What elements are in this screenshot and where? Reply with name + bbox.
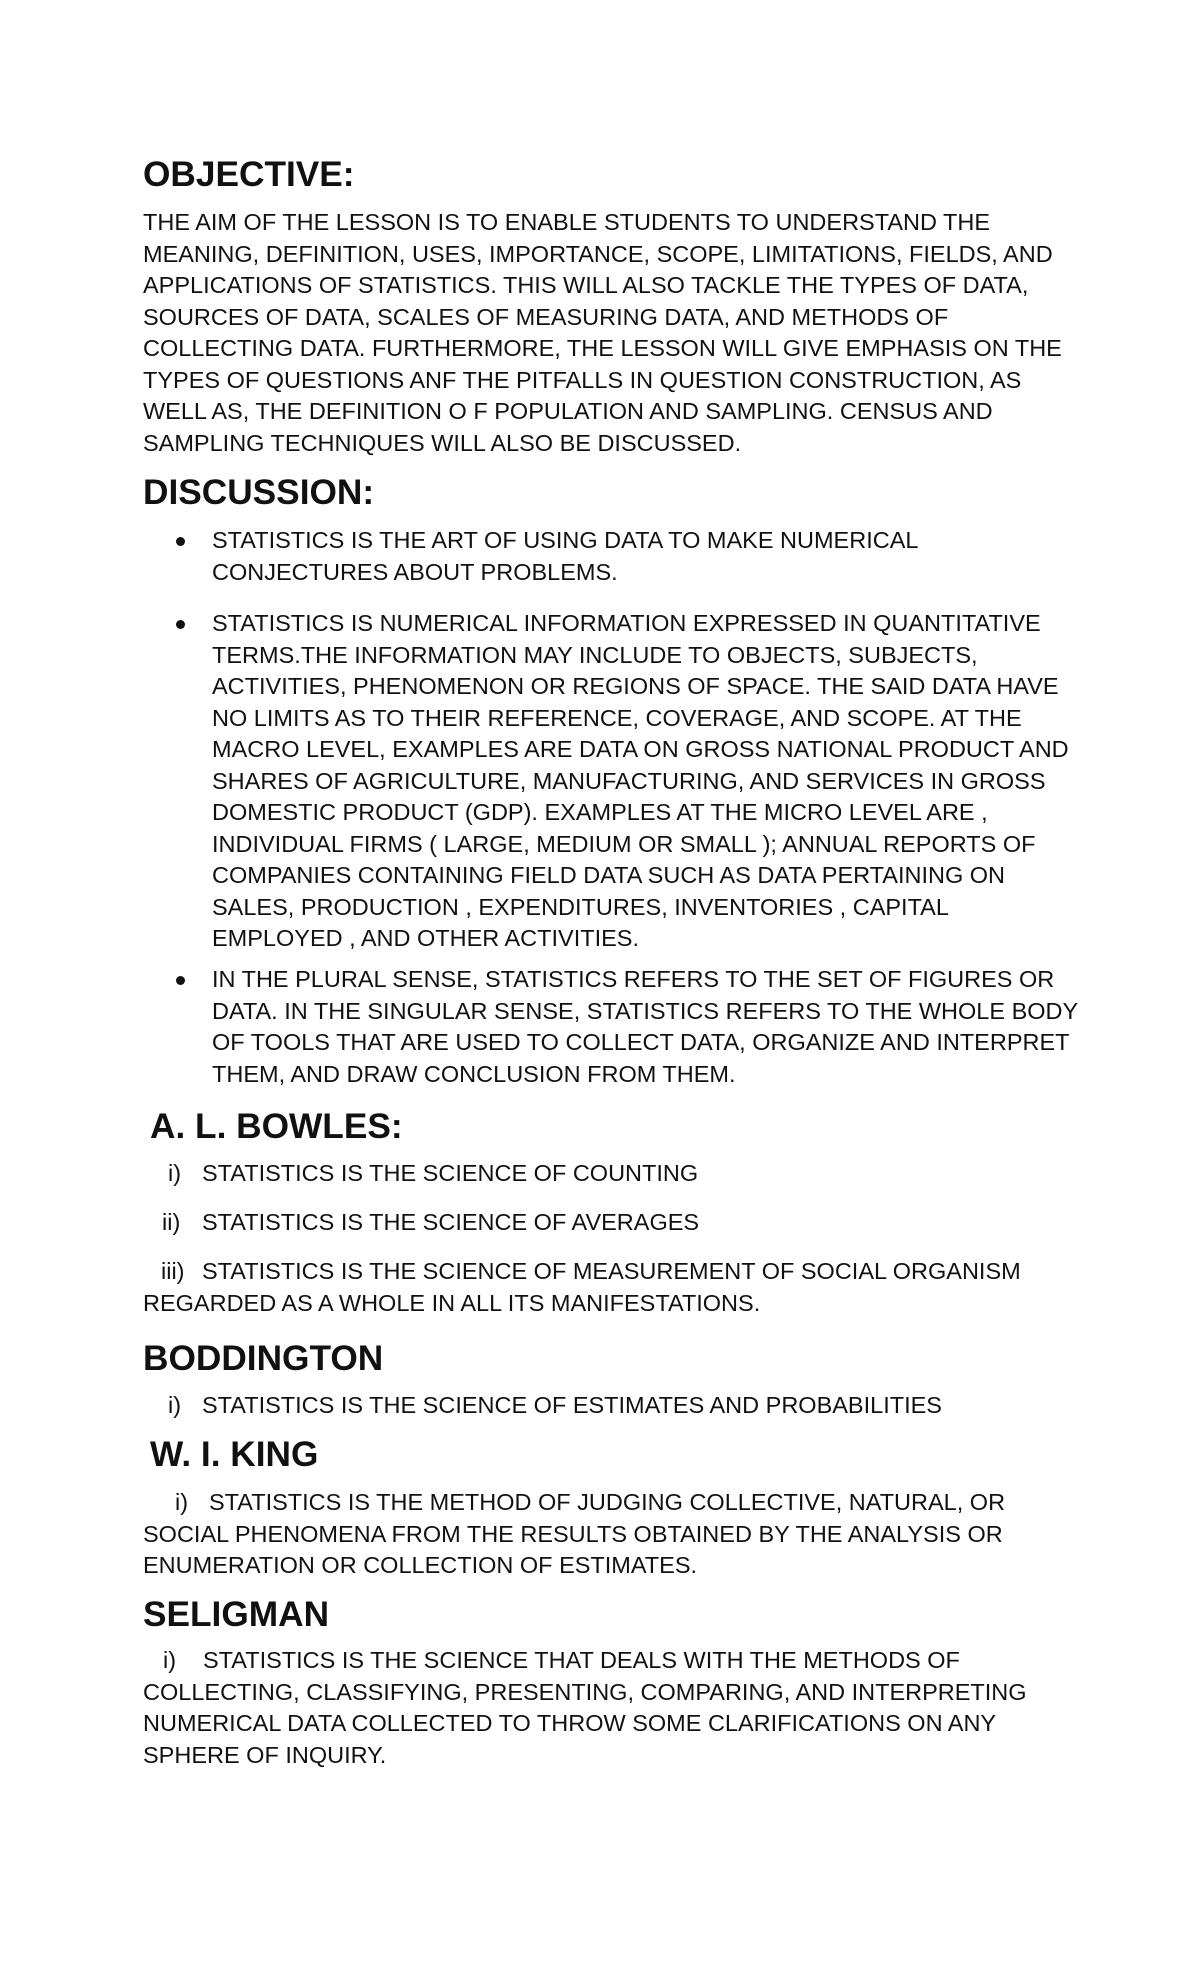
definition-number: i) [168,1392,182,1418]
seligman-definition-1 [143,1645,1043,1771]
king-definition-1 [143,1487,1043,1582]
definition-text: STATISTICS IS THE SCIENCE OF MEASUREMENT OF SOCIAL ORGANISM REGARDED AS A WHOLE IN ALL ITS MANIFESTATIONS. [143,1258,1021,1316]
bowles-definition-2 [162,1207,699,1239]
bullet-dot-icon [176,976,185,985]
definition-number: ii) [162,1209,181,1235]
definition-text: STATISTICS IS THE SCIENCE OF COUNTING [202,1160,699,1186]
bullet-text: STATISTICS IS NUMERICAL INFORMATION EXPRESSED IN QUANTITATIVE TERMS.THE INFORMATION MAY INCLUDE TO OBJECTS, SUBJECTS, ACTIVITIES, PHENOMENON OR REGIONS OF SPACE. THE SAID DATA HAVE NO LIMITS AS TO THEIR REFERENCE, COVERAGE, AND SCOPE. AT THE MACRO LEVEL, EXAMPLES ARE DATA ON GROSS NATIONAL PRODUCT AND SHARES OF AGRICULTURE, MANUFACTURING, AND SERVICES IN GROSS DOMESTIC PRODUCT (GDP). EXAMPLES AT THE MICRO LEVEL ARE , INDIVIDUAL FIRMS ( LARGE, MEDIUM OR SMALL ); ANNUAL REPORTS OF COMPANIES CONTAINING FIELD DATA SUCH AS DATA PERTAINING ON SALES, PRODUCTION , EXPENDITURES, INVENTORIES , CAPITAL EMPLOYED , AND OTHER ACTIVITIES. [212,610,1069,951]
king-heading: W. I. KING [150,1435,319,1474]
definition-text: STATISTICS IS THE SCIENCE THAT DEALS WITH THE METHODS OF COLLECTING, CLASSIFYING, PRESENTING, COMPARING, AND INTERPRETING NUMERICAL DATA COLLECTED TO THROW SOME CLARIFICATIONS ON ANY SPHERE OF INQUIRY. [143,1647,1027,1768]
bowles-definition-3 [143,1256,1043,1319]
boddington-heading: BODDINGTON [143,1339,384,1378]
discussion-heading: DISCUSSION: [143,473,375,512]
objective-paragraph: THE AIM OF THE LESSON IS TO ENABLE STUDENTS TO UNDERSTAND THE MEANING, DEFINITION, USES, IMPORTANCE, SCOPE, LIMITATIONS, FIELDS, AND APPLICATIONS OF STATISTICS. THIS WILL ALSO TACKLE THE TYPES OF DATA, SOURCES OF DATA, SCALES OF MEASURING DATA, AND METHODS OF COLLECTING DATA. FURTHERMORE, THE LESSON WILL GIVE EMPHASIS ON THE TYPES OF QUESTIONS ANF THE PITFALLS IN QUESTION CONSTRUCTION, AS WELL AS, THE DEFINITION O F POPULATION AND SAMPLING. CENSUS AND SAMPLING TECHNIQUES WILL ALSO BE DISCUSSED. [143,209,1062,456]
objective-heading: OBJECTIVE: [143,155,355,194]
bullet-dot-icon [176,620,185,629]
definition-text: STATISTICS IS THE SCIENCE OF ESTIMATES AND PROBABILITIES [202,1392,942,1418]
seligman-heading: SELIGMAN [143,1595,330,1634]
bullet-text: IN THE PLURAL SENSE, STATISTICS REFERS TO THE SET OF FIGURES OR DATA. IN THE SINGULAR SENSE, STATISTICS REFERS TO THE WHOLE BODY OF TOOLS THAT ARE USED TO COLLECT DATA, ORGANIZE AND INTERPRET THEM, AND DRAW CONCLUSION FROM THEM. [212,966,1078,1087]
definition-number: i) [175,1489,189,1515]
bullet-text: STATISTICS IS THE ART OF USING DATA TO MAKE NUMERICAL CONJECTURES ABOUT PROBLEMS. [212,527,918,585]
boddington-definition-1 [168,1390,942,1422]
bowles-heading: A. L. BOWLES: [150,1107,403,1146]
definition-number: i) [168,1160,182,1186]
bullet-dot-icon [176,537,185,546]
definition-number: iii) [161,1258,185,1284]
definition-text: STATISTICS IS THE SCIENCE OF AVERAGES [202,1209,700,1235]
bowles-definition-1 [168,1158,698,1190]
definition-text: STATISTICS IS THE METHOD OF JUDGING COLLECTIVE, NATURAL, OR SOCIAL PHENOMENA FROM THE RESULTS OBTAINED BY THE ANALYSIS OR ENUMERATION OR COLLECTION OF ESTIMATES. [143,1489,1006,1578]
definition-number: i) [163,1647,177,1673]
